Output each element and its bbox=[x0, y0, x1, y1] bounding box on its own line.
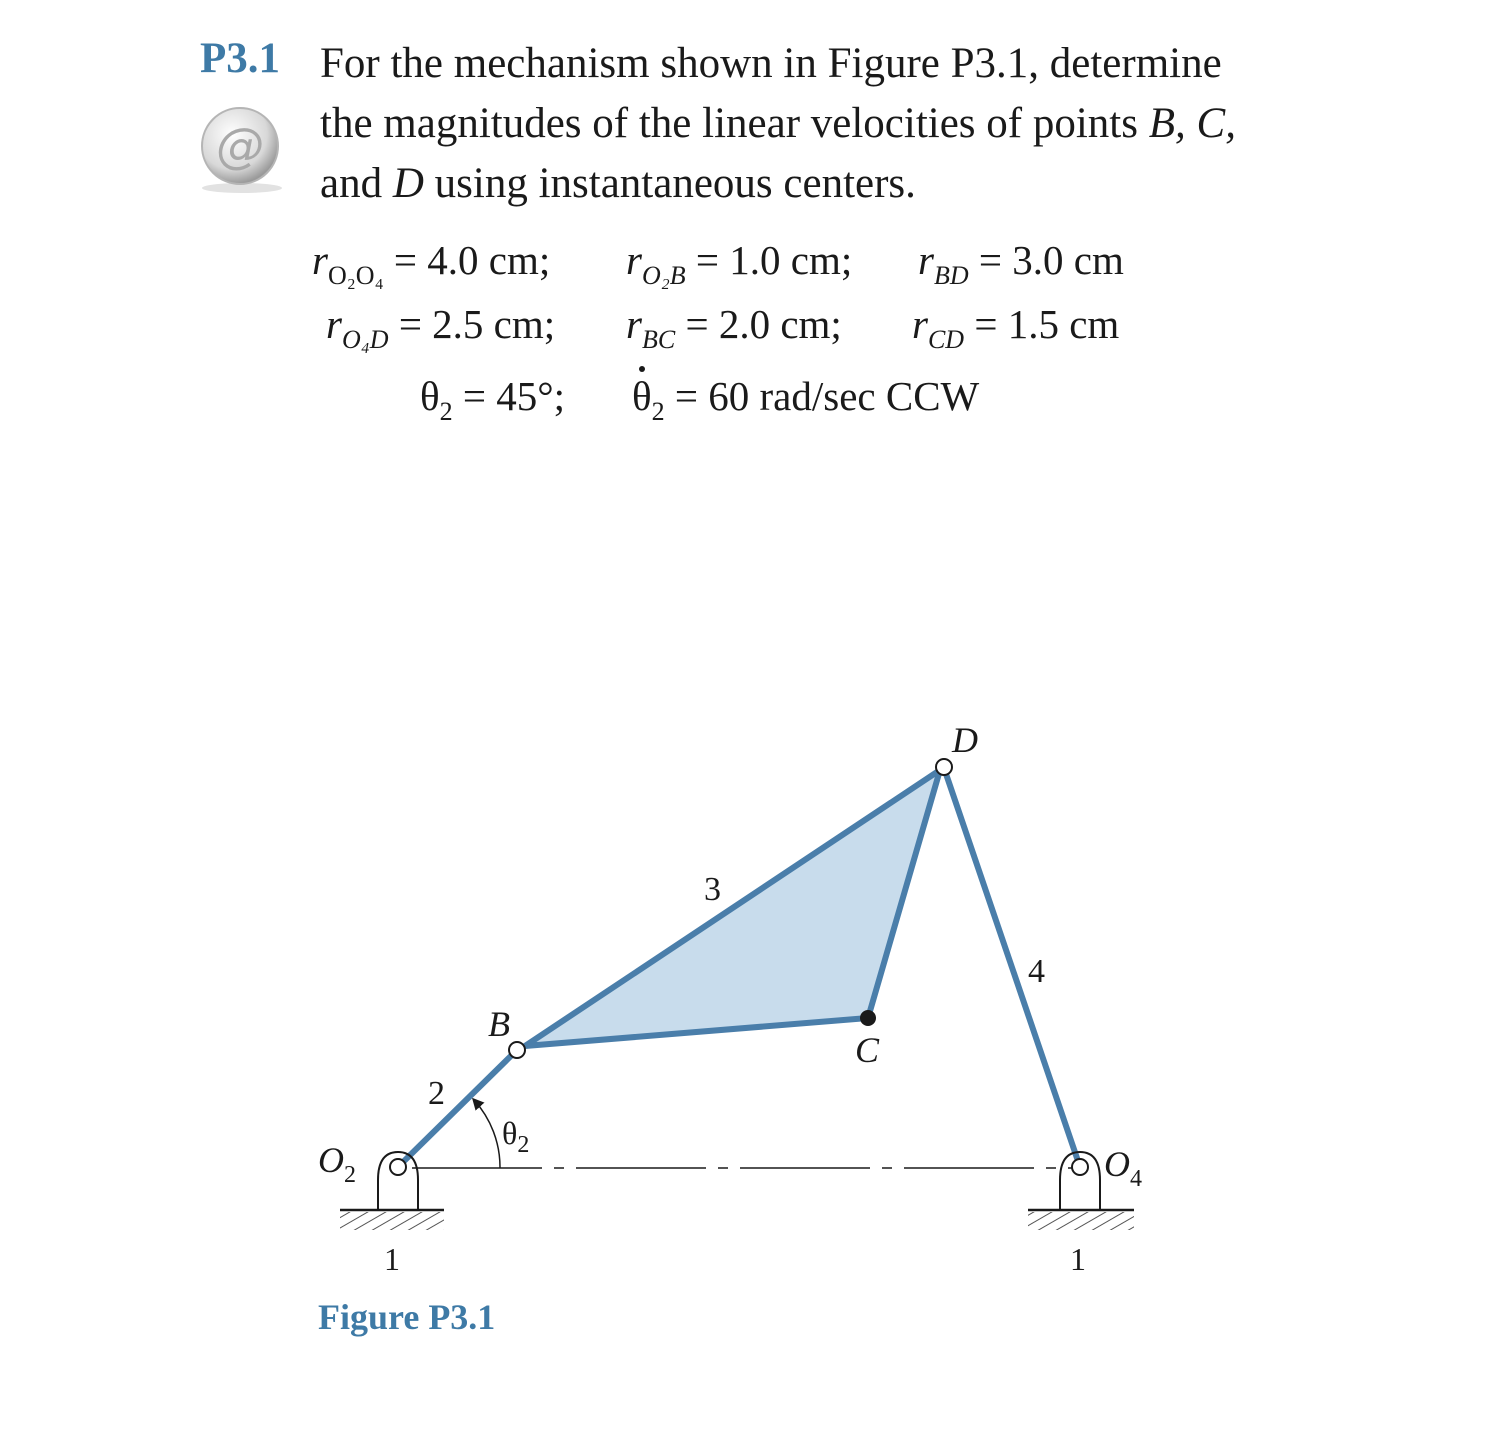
joint-o4 bbox=[1072, 1159, 1088, 1175]
theta-sub: 2 bbox=[439, 397, 453, 426]
theta-dot-sub: 2 bbox=[651, 397, 665, 426]
problem-line-3-post: using instantaneous centers. bbox=[423, 160, 916, 207]
given-sub: BC bbox=[641, 325, 676, 354]
given-sub: CD bbox=[927, 325, 965, 354]
given-r-cd: $r_{CD} = 1.5$ cm bbox=[912, 301, 1120, 354]
given-r-bc: $r_{BC} = 2.0$ cm; bbox=[626, 301, 842, 354]
point-d: D bbox=[392, 160, 424, 207]
label-ground-left: 1 bbox=[384, 1241, 400, 1277]
given-value: = 2.5 cm; bbox=[398, 301, 556, 347]
problem-number: P3.1 bbox=[200, 35, 281, 82]
label-link-2: 2 bbox=[428, 1075, 445, 1112]
given-sub: O₂O₄ bbox=[327, 261, 384, 290]
theta-dot-symbol: θ bbox=[632, 373, 652, 419]
label-o4 bbox=[1104, 1144, 1142, 1192]
given-value: = 2.0 cm; bbox=[685, 301, 842, 347]
svg-text:@: @ bbox=[216, 118, 264, 174]
joint-d bbox=[936, 759, 952, 775]
label-o2-letter: O bbox=[318, 1140, 344, 1180]
given-value: = 3.0 cm bbox=[978, 237, 1124, 283]
figure-caption: Figure P3.1 bbox=[318, 1297, 496, 1337]
problem-line-1: For the mechanism shown in Figure P3.1, determine bbox=[320, 40, 1222, 87]
theta-symbol: θ bbox=[420, 373, 440, 419]
given-r-bd: $r_{BD} = 3.0$ cm bbox=[918, 237, 1124, 290]
given-sub: O₂B bbox=[641, 261, 686, 290]
joint-o2 bbox=[390, 1159, 406, 1175]
label-theta-sub: 2 bbox=[517, 1132, 530, 1158]
label-o4-sub: 4 bbox=[1130, 1166, 1142, 1192]
given-r-o2b: $r_{O_2B} = 1.0$ cm; bbox=[626, 237, 853, 290]
theta-value: = 45°; bbox=[462, 373, 566, 419]
label-d: D bbox=[952, 720, 978, 760]
given-value: = 1.0 cm; bbox=[695, 237, 853, 283]
omega-value: = 60 rad/sec CCW bbox=[674, 373, 980, 419]
link-4-rocker bbox=[944, 768, 1079, 1164]
given-r-o2o4: $r_{O_2O_4} = 4.0$ cm; bbox=[312, 237, 551, 290]
label-c: C bbox=[855, 1030, 880, 1070]
label-o2-sub: 2 bbox=[344, 1162, 356, 1188]
given-r-o4d: $r_{O_4D} = 2.5$ cm; bbox=[326, 301, 556, 354]
label-theta bbox=[502, 1115, 529, 1158]
points-bc: B, C, bbox=[1148, 100, 1236, 147]
joint-b bbox=[509, 1042, 525, 1058]
problem-line-3-pre: and bbox=[320, 160, 393, 207]
given-value: = 1.5 cm bbox=[974, 301, 1120, 347]
point-c bbox=[860, 1010, 876, 1026]
given-sub: O₄D bbox=[341, 325, 389, 354]
label-link-3: 3 bbox=[704, 871, 721, 908]
label-link-4: 4 bbox=[1028, 953, 1045, 990]
given-sub: BD bbox=[933, 261, 969, 290]
link-3-coupler bbox=[525, 770, 940, 1046]
label-o2 bbox=[318, 1140, 356, 1188]
problem-line-2-text: the magnitudes of the linear velocities of points bbox=[320, 100, 1149, 147]
label-b: B bbox=[488, 1004, 510, 1044]
label-o4-letter: O bbox=[1104, 1144, 1130, 1184]
label-ground-right: 1 bbox=[1070, 1241, 1086, 1277]
given-value: = 4.0 cm; bbox=[393, 237, 551, 283]
label-theta-symbol: θ bbox=[502, 1115, 518, 1151]
theta-arc bbox=[474, 1100, 500, 1168]
